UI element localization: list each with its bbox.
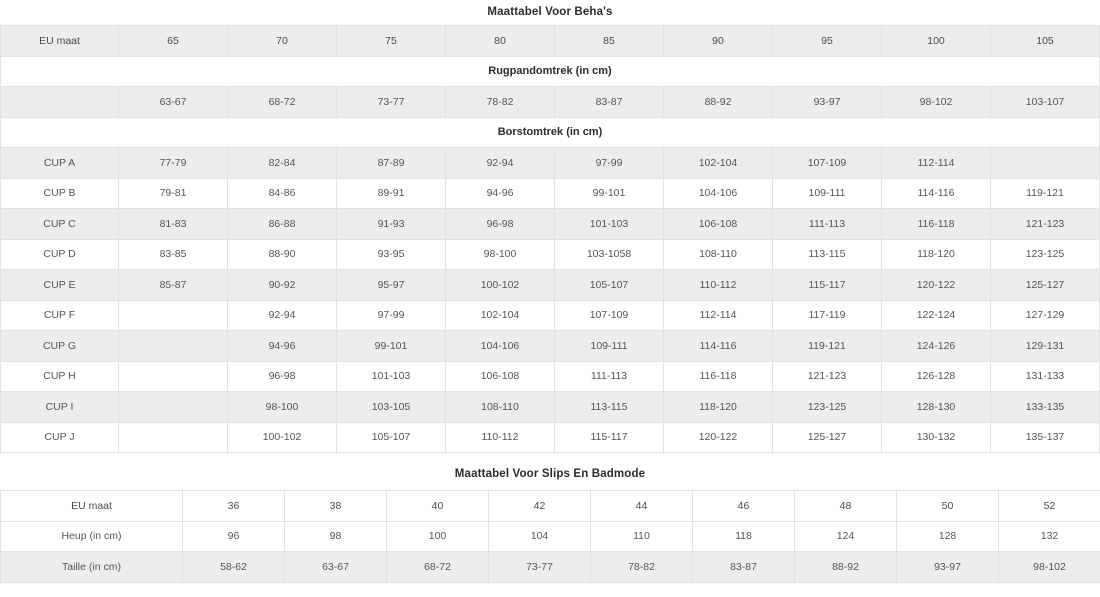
table-row [1, 148, 1100, 179]
cell: 104-106 [446, 331, 555, 362]
cell: 114-116 [882, 178, 991, 209]
cell [119, 300, 228, 331]
cell [991, 148, 1100, 179]
back-cell: 98-102 [882, 87, 991, 118]
table-row [1, 209, 1100, 240]
bra-header-cell: 65 [119, 26, 228, 57]
row-label: CUP I [1, 392, 119, 423]
cell: 121-123 [773, 361, 882, 392]
cell: 128-130 [882, 392, 991, 423]
row-label: CUP A [1, 148, 119, 179]
table-row [1, 422, 1100, 453]
section-label-back: Rugpandomtrek (in cm) [1, 56, 1100, 87]
cell: 100-102 [228, 422, 337, 453]
cell [119, 361, 228, 392]
slips-header-cell: 42 [489, 491, 591, 522]
row-label: CUP C [1, 209, 119, 240]
bra-table-title: Maattabel Voor Beha's [487, 6, 613, 18]
slips-header-cell: 44 [591, 491, 693, 522]
cell: 115-117 [773, 270, 882, 301]
cell: 100-102 [446, 270, 555, 301]
back-cell: 93-97 [773, 87, 882, 118]
row-label: CUP B [1, 178, 119, 209]
cell: 81-83 [119, 209, 228, 240]
cell: 93-97 [897, 552, 999, 583]
row-label: Taille (in cm) [1, 552, 183, 583]
bra-header-cell: 105 [991, 26, 1100, 57]
cell: 107-109 [773, 148, 882, 179]
back-cell: 103-107 [991, 87, 1100, 118]
cell: 78-82 [591, 552, 693, 583]
cell: 63-67 [285, 552, 387, 583]
cell: 111-113 [555, 361, 664, 392]
bra-header-cell: 100 [882, 26, 991, 57]
slips-header-cell: 46 [693, 491, 795, 522]
cell: 125-127 [991, 270, 1100, 301]
table-row [1, 270, 1100, 301]
cell: 129-131 [991, 331, 1100, 362]
row-label: CUP H [1, 361, 119, 392]
row-label: CUP F [1, 300, 119, 331]
table-row-section-back [1, 56, 1100, 87]
cell: 85-87 [119, 270, 228, 301]
table-row [1, 239, 1100, 270]
cell: 124-126 [882, 331, 991, 362]
cell: 112-114 [882, 148, 991, 179]
row-label: CUP E [1, 270, 119, 301]
cell: 102-104 [446, 300, 555, 331]
table-row [1, 392, 1100, 423]
cell: 130-132 [882, 422, 991, 453]
cell: 82-84 [228, 148, 337, 179]
cell: 104 [489, 521, 591, 552]
cell: 119-121 [773, 331, 882, 362]
table-row-header [1, 26, 1100, 57]
cell: 103-1058 [555, 239, 664, 270]
cell: 86-88 [228, 209, 337, 240]
cell: 88-90 [228, 239, 337, 270]
cell: 125-127 [773, 422, 882, 453]
cell: 104-106 [664, 178, 773, 209]
cell: 118-120 [882, 239, 991, 270]
cell: 98-102 [999, 552, 1100, 583]
slips-header-cell: 40 [387, 491, 489, 522]
table-row [1, 361, 1100, 392]
cell: 110-112 [664, 270, 773, 301]
row-label: Heup (in cm) [1, 521, 183, 552]
cell [119, 422, 228, 453]
cell: 111-113 [773, 209, 882, 240]
cell: 68-72 [387, 552, 489, 583]
table-row [1, 552, 1100, 583]
cell: 90-92 [228, 270, 337, 301]
back-cell [1, 87, 119, 118]
cell: 113-115 [555, 392, 664, 423]
cell: 93-95 [337, 239, 446, 270]
section-label-bust: Borstomtrek (in cm) [1, 117, 1100, 148]
cell: 116-118 [882, 209, 991, 240]
cell: 108-110 [446, 392, 555, 423]
cell: 128 [897, 521, 999, 552]
cell: 77-79 [119, 148, 228, 179]
table-row [1, 300, 1100, 331]
cell: 123-125 [991, 239, 1100, 270]
row-label: CUP J [1, 422, 119, 453]
slips-header-cell: 50 [897, 491, 999, 522]
back-cell: 68-72 [228, 87, 337, 118]
cell: 131-133 [991, 361, 1100, 392]
cell: 116-118 [664, 361, 773, 392]
slips-header-cell: 38 [285, 491, 387, 522]
cell: 120-122 [664, 422, 773, 453]
bra-header-cell: 85 [555, 26, 664, 57]
cell: 102-104 [664, 148, 773, 179]
cell: 83-87 [693, 552, 795, 583]
bra-header-cell: 70 [228, 26, 337, 57]
cell: 87-89 [337, 148, 446, 179]
cell: 118 [693, 521, 795, 552]
cell: 92-94 [446, 148, 555, 179]
cell: 84-86 [228, 178, 337, 209]
cell: 94-96 [228, 331, 337, 362]
bra-header-cell: 75 [337, 26, 446, 57]
slips-size-table [0, 490, 1100, 583]
cell: 123-125 [773, 392, 882, 423]
cell: 95-97 [337, 270, 446, 301]
cell [119, 331, 228, 362]
cell: 98 [285, 521, 387, 552]
bra-header-cell: 90 [664, 26, 773, 57]
cell: 99-101 [555, 178, 664, 209]
cell: 79-81 [119, 178, 228, 209]
cell: 109-111 [773, 178, 882, 209]
back-cell: 78-82 [446, 87, 555, 118]
cell: 89-91 [337, 178, 446, 209]
cell: 105-107 [555, 270, 664, 301]
bra-size-table [0, 25, 1100, 453]
cell: 113-115 [773, 239, 882, 270]
cell: 121-123 [991, 209, 1100, 240]
slips-header-cell: EU maat [1, 491, 183, 522]
slips-table-title: Maattabel Voor Slips En Badmode [454, 468, 646, 480]
cell: 58-62 [183, 552, 285, 583]
cell: 133-135 [991, 392, 1100, 423]
cell: 117-119 [773, 300, 882, 331]
cell: 83-85 [119, 239, 228, 270]
cell: 108-110 [664, 239, 773, 270]
table-row [1, 331, 1100, 362]
cell: 135-137 [991, 422, 1100, 453]
row-label: CUP G [1, 331, 119, 362]
cell: 107-109 [555, 300, 664, 331]
table-row-back-values [1, 87, 1100, 118]
cell: 106-108 [664, 209, 773, 240]
cell: 98-100 [228, 392, 337, 423]
cell: 99-101 [337, 331, 446, 362]
cell: 96 [183, 521, 285, 552]
table-row [1, 178, 1100, 209]
cell [119, 392, 228, 423]
cell: 88-92 [795, 552, 897, 583]
cell: 106-108 [446, 361, 555, 392]
cell: 91-93 [337, 209, 446, 240]
cell: 124 [795, 521, 897, 552]
row-label: CUP D [1, 239, 119, 270]
back-cell: 88-92 [664, 87, 773, 118]
cell: 126-128 [882, 361, 991, 392]
cell: 120-122 [882, 270, 991, 301]
cell: 97-99 [337, 300, 446, 331]
cell: 110 [591, 521, 693, 552]
cell: 92-94 [228, 300, 337, 331]
bra-header-cell: EU maat [1, 26, 119, 57]
cell: 101-103 [337, 361, 446, 392]
cell: 100 [387, 521, 489, 552]
cell: 97-99 [555, 148, 664, 179]
cell: 110-112 [446, 422, 555, 453]
cell: 103-105 [337, 392, 446, 423]
table-row-section-bust [1, 117, 1100, 148]
cell: 122-124 [882, 300, 991, 331]
cell: 73-77 [489, 552, 591, 583]
cell: 109-111 [555, 331, 664, 362]
back-cell: 73-77 [337, 87, 446, 118]
cell: 105-107 [337, 422, 446, 453]
bra-header-cell: 80 [446, 26, 555, 57]
cell: 118-120 [664, 392, 773, 423]
cell: 127-129 [991, 300, 1100, 331]
cell: 98-100 [446, 239, 555, 270]
table-row [1, 521, 1100, 552]
cell: 101-103 [555, 209, 664, 240]
back-cell: 83-87 [555, 87, 664, 118]
cell: 119-121 [991, 178, 1100, 209]
cell: 94-96 [446, 178, 555, 209]
slips-header-cell: 52 [999, 491, 1100, 522]
back-cell: 63-67 [119, 87, 228, 118]
cell: 132 [999, 521, 1100, 552]
cell: 96-98 [228, 361, 337, 392]
cell: 114-116 [664, 331, 773, 362]
cell: 96-98 [446, 209, 555, 240]
cell: 112-114 [664, 300, 773, 331]
slips-header-cell: 36 [183, 491, 285, 522]
slips-header-cell: 48 [795, 491, 897, 522]
bra-header-cell: 95 [773, 26, 882, 57]
table-row-header [1, 491, 1100, 522]
cell: 115-117 [555, 422, 664, 453]
